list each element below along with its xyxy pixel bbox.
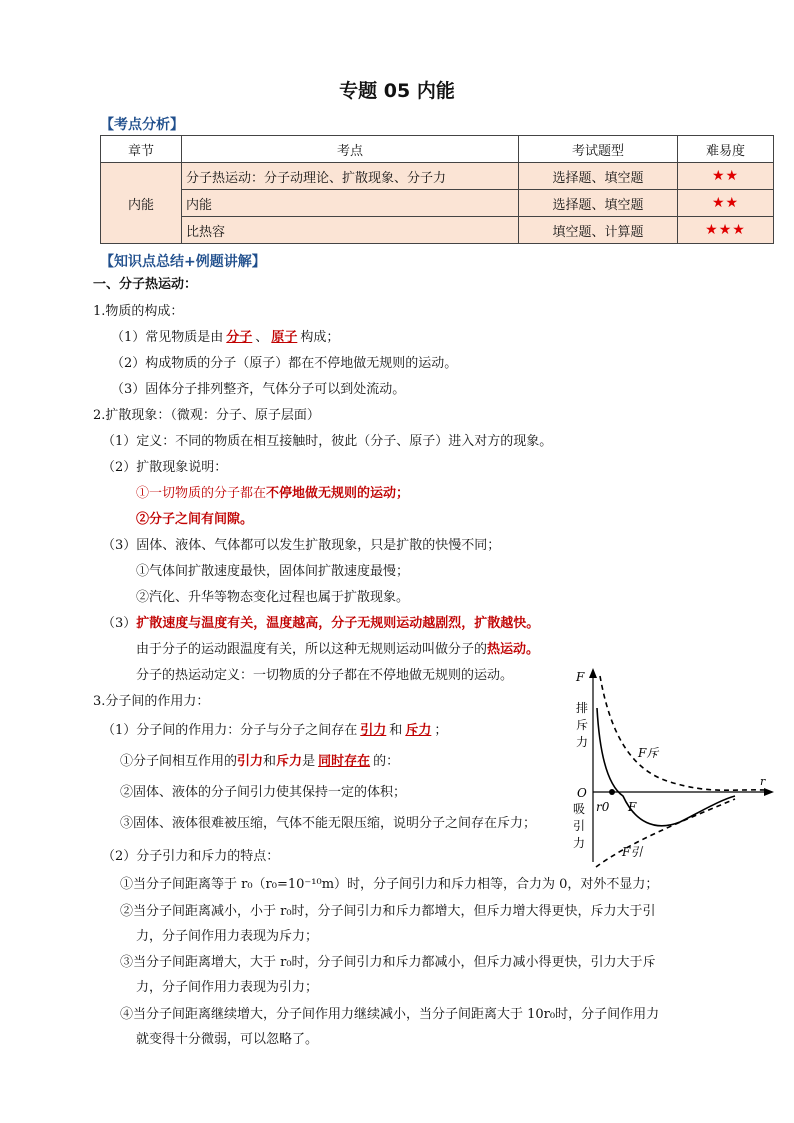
x-axis-arrow [764, 788, 774, 796]
point-matter-composed: （1）常见物质是由 分子 、 原子 构成； [111, 330, 340, 345]
heading-matter-composition: 1.物质的构成： [93, 304, 184, 319]
attractive-label: 引 [573, 819, 586, 833]
header-difficulty: 难易度 [678, 136, 774, 163]
section-heading-analysis: 【考点分析】 [100, 117, 184, 133]
type-cell: 填空题、计算题 [519, 217, 678, 244]
heading-molecular-force: 3.分子间的作用力： [93, 694, 210, 709]
header-chapter: 章节 [101, 136, 182, 163]
y-axis-label: F [576, 670, 585, 684]
point-equal-r0: ①当分子间距离等于 r₀（r₀=10⁻¹⁰m）时，分子间引力和斥力相等，合力为 0，对外不显力； [120, 877, 659, 892]
difficulty-stars: ★★★ [678, 217, 774, 244]
type-cell: 选择题、填空题 [519, 163, 678, 190]
point-gaps: ②分子之间有间隙。 [136, 512, 254, 527]
molecular-force-graph [560, 662, 780, 874]
header-topic: 考点 [182, 136, 519, 163]
point-attraction-volume: ②固体、液体的分子间引力使其保持一定的体积； [120, 785, 407, 800]
point-molecules-move: （2）构成物质的分子（原子）都在不停地做无规则的运动。 [111, 356, 458, 371]
point-force-exists: （1）分子间的作用力：分子与分子之间存在 引力 和 斥力 ； [102, 723, 448, 738]
fill-molecule: 分子 [226, 330, 253, 345]
net-force-label: F [628, 800, 637, 814]
table-row [101, 217, 774, 244]
fill-simultaneous: 同时存在 [318, 754, 371, 769]
point-gas-fastest: ①气体间扩散速度最快，固体间扩散速度最慢； [136, 564, 410, 579]
heading-molecular-motion: 一、分子热运动： [93, 277, 198, 292]
attraction-force-label: F引 [622, 845, 643, 859]
heading-force-features: （2）分子引力和斥力的特点： [102, 849, 280, 864]
repulsion-curve [600, 676, 765, 790]
fill-repulsion: 斥力 [405, 723, 432, 738]
header-question-type: 考试题型 [519, 136, 678, 163]
y-axis-arrow [589, 668, 597, 678]
point-diffusion-definition: （1）定义：不同的物质在相互接触时，彼此（分子、原子）进入对方的现象。 [102, 434, 553, 449]
r0-point [609, 789, 615, 795]
attraction-curve [596, 799, 735, 867]
point-greater-r0: ③当分子间距离增大，大于 r₀时，分子间引力和斥力都减小，但斥力减小得更快，引力大于斥 [120, 955, 656, 970]
repulsive-label: 力 [576, 735, 589, 749]
r0-label: r0 [596, 800, 610, 814]
difficulty-stars: ★★ [678, 190, 774, 217]
attractive-label: 力 [573, 836, 586, 850]
type-cell: 选择题、填空题 [519, 190, 678, 217]
origin-label: O [577, 786, 587, 800]
fill-atom: 原子 [271, 330, 298, 345]
point-solid-gas: （3）固体分子排列整齐，气体分子可以到处流动。 [111, 382, 406, 397]
point-ten-r0-cont: 就变得十分微弱，可以忽略了。 [136, 1032, 319, 1047]
table-row [101, 190, 774, 217]
point-vaporization: ②汽化、升华等物态变化过程也属于扩散现象。 [136, 590, 410, 605]
section-heading-knowledge: 【知识点总结+例题讲解】 [100, 254, 266, 270]
point-diffusion-states: （3）固体、液体、气体都可以发生扩散现象，只是扩散的快慢不同； [102, 538, 501, 553]
attractive-label: 吸 [573, 802, 586, 816]
point-simultaneous: ①分子间相互作用的引力和斥力是 同时存在 的： [120, 754, 400, 769]
point-greater-r0-cont: 力，分子间作用力表现为引力； [136, 980, 319, 995]
topic-cell: 比热容 [182, 217, 519, 244]
topic-cell: 内能 [182, 190, 519, 217]
table-row [101, 163, 774, 190]
repulsive-label: 斥 [576, 718, 589, 732]
chapter-cell: 内能 [101, 163, 182, 244]
point-less-r0-cont: 力，分子间作用力表现为斥力； [136, 929, 319, 944]
point-repulsion-compress: ③固体、液体很难被压缩，气体不能无限压缩，说明分子之间存在斥力； [120, 816, 537, 831]
table-header-row [101, 136, 774, 163]
difficulty-stars: ★★ [678, 163, 774, 190]
repulsive-label: 排 [576, 701, 589, 715]
net-force-curve [597, 708, 735, 826]
point-ten-r0: ④当分子间距离继续增大，分子间作用力继续减小，当分子间距离大于 10r₀时，分子间作用力 [120, 1007, 660, 1022]
topic-cell: 分子热运动：分子动理论、扩散现象、分子力 [182, 163, 519, 190]
heading-diffusion: 2.扩散现象：（微观：分子、原子层面） [93, 408, 320, 423]
topic-analysis-table [100, 135, 774, 244]
point-thermal-definition: 分子的热运动定义：一切物质的分子都在不停地做无规则的运动。 [136, 668, 514, 683]
point-less-r0: ②当分子间距离减小，小于 r₀时，分子间引力和斥力都增大，但斥力增大得更快，斥力大于引 [120, 904, 656, 919]
point-irregular-motion: ①一切物质的分子都在不停地做无规则的运动； [136, 486, 410, 501]
repulsion-force-label: F斥 [638, 746, 659, 760]
fill-attraction: 引力 [360, 723, 387, 738]
x-axis-label: r [760, 775, 766, 788]
page-title: 专题 05 内能 [339, 80, 455, 102]
point-diffusion-explains: （2）扩散现象说明： [102, 460, 228, 475]
point-temperature: （3）扩散速度与温度有关，温度越高，分子无规则运动越剧烈，扩散越快。 [102, 616, 540, 631]
point-thermal-motion: 由于分子的运动跟温度有关，所以这种无规则运动叫做分子的热运动。 [136, 642, 540, 657]
